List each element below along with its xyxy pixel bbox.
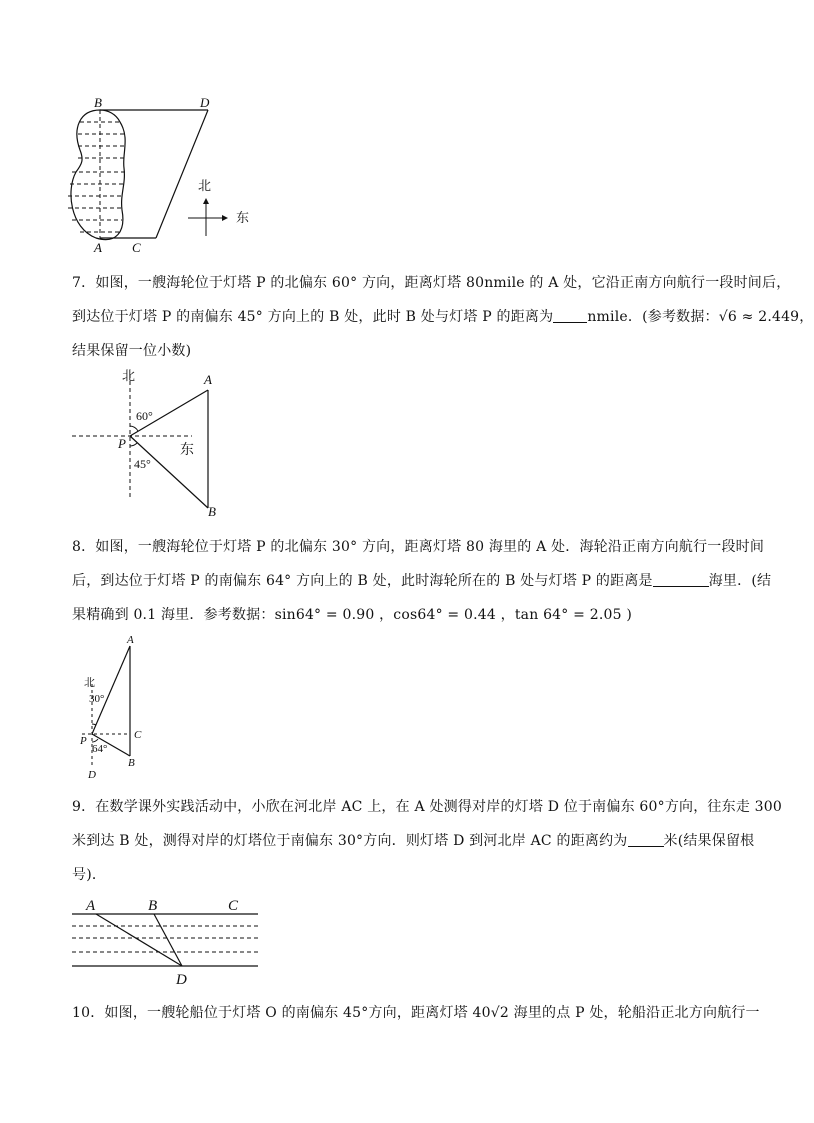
label-P: P (118, 436, 126, 451)
q10-line1: 10．如图，一艘轮船位于灯塔 O 的南偏东 45°方向，距离灯塔 40√2 海里的点 P 处，轮船沿正北方向航行一 (72, 1005, 760, 1021)
label-C: C (134, 729, 142, 741)
label-D: D (88, 769, 96, 781)
label-east: 东 (180, 443, 194, 458)
radical-expression: 40√2 (472, 1005, 509, 1021)
label-A: A (94, 240, 102, 255)
label-C: C (132, 240, 141, 255)
figure-q7 (66, 364, 236, 522)
angle-45: 45° (134, 457, 151, 471)
compass-north: 北 (198, 178, 212, 193)
label-north: 北 (122, 368, 136, 383)
label-A: A (86, 898, 96, 914)
label-B: B (94, 95, 102, 110)
q8-line1: 8．如图，一艘海轮位于灯塔 P 的北偏东 30° 方向，距离灯塔 80 海里的 A 处．海轮沿正南方向航行一段时间 (72, 539, 765, 555)
label-C: C (228, 898, 239, 914)
label-P: P (80, 735, 87, 747)
label-B: B (128, 757, 135, 769)
label-B: B (208, 504, 216, 519)
q9-line2: 米到达 B 处，测得对岸的灯塔位于南偏东 30°方向．则灯塔 D 到河北岸 AC 的距离约为 米(结果保留根 (72, 833, 755, 849)
label-north: 北 (84, 677, 95, 689)
q8-line3: 果精确到 0.1 海里．参考数据：sin64° = 0.90 ，cos64° = 0.44 ，tan 64° = 2.05 ) (72, 607, 633, 623)
figure-q9 (66, 892, 266, 988)
q8-line2: 后，到达位于灯塔 P 的南偏东 64° 方向上的 B 处，此时海轮所在的 B 处与灯塔 P 的距离是 海里．(结 (72, 573, 772, 589)
question-10 (72, 996, 760, 1030)
q9-line3: 号)． (72, 867, 107, 883)
angle-64: 64° (92, 743, 108, 755)
label-D: D (200, 95, 210, 110)
north-arrow-icon (203, 198, 209, 204)
answer-blank[interactable] (653, 572, 709, 587)
compass-east: 东 (236, 210, 250, 225)
q9-line1: 9．在数学课外实践活动中，小欣在河北岸 AC 上，在 A 处测得对岸的灯塔 D 位于南偏东 60°方向，往东走 300 (72, 799, 782, 815)
q7-line3: 结果保留一位小数) (72, 343, 192, 359)
label-A: A (127, 634, 134, 646)
east-arrow-icon (222, 215, 228, 221)
answer-blank[interactable] (553, 308, 587, 323)
label-A: A (204, 372, 212, 387)
figure-q6 (60, 95, 270, 258)
question-7 (72, 266, 814, 368)
q7-line2: 到达位于灯塔 P 的南偏东 45° 方向上的 B 处，此时 B 处与灯塔 P 的距离为 nmile．(参考数据：√6 ≈ 2.449， (72, 309, 814, 325)
figure-q8 (72, 632, 162, 782)
answer-blank[interactable] (628, 832, 664, 847)
angle-60: 60° (136, 409, 153, 423)
label-D: D (176, 972, 187, 988)
label-B: B (148, 898, 158, 914)
question-8 (72, 530, 772, 632)
q7-line1: 7．如图，一艘海轮位于灯塔 P 的北偏东 60° 方向，距离灯塔 80nmile 的 A 处，它沿正南方向航行一段时间后， (72, 275, 791, 291)
question-9 (72, 790, 782, 892)
angle-30: 30° (89, 693, 105, 705)
